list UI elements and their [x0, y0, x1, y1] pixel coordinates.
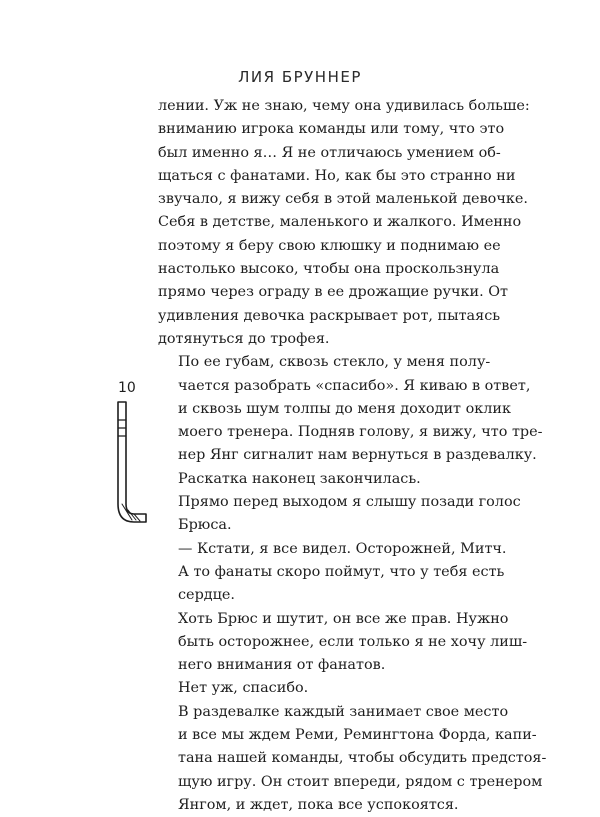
paragraph — [158, 538, 507, 608]
text-line: Брюса. — [178, 517, 232, 534]
text-line: сердце. — [178, 587, 235, 604]
paragraph — [158, 701, 547, 817]
text-line: него внимания от фанатов. — [178, 657, 386, 674]
text-line: настолько высоко, чтобы она проскользнула — [158, 261, 500, 278]
text-line: тана нашей команды, чтобы обсудить предстоя- — [178, 750, 547, 767]
text-line: дотянуться до трофея. — [158, 330, 330, 347]
text-line: Хоть Брюс и шутит, он все же прав. Нужно — [178, 610, 509, 627]
text-line: По ее губам, сквозь стекло, у меня полу- — [178, 354, 491, 371]
paragraph — [158, 608, 528, 678]
text-line: и все мы ждем Реми, Ремингтона Форда, капи- — [178, 727, 537, 744]
text-line: В раздевалке каждый занимает свое место — [178, 703, 509, 720]
text-line: быть осторожнее, если только я не хочу лиш- — [178, 633, 528, 650]
text-line: прямо через ограду в ее дрожащие ручки. От — [158, 284, 508, 301]
text-line: щаться с фанатами. Но, как бы это странно ни — [158, 167, 516, 184]
body-text — [158, 95, 547, 817]
paragraph — [158, 677, 480, 700]
text-line: удивления девочка раскрывает рот, пытаясь — [158, 307, 501, 324]
hockey-stick-icon — [112, 400, 152, 530]
running-header: ЛИЯ БРУННЕР — [238, 68, 362, 86]
text-line: и сквозь шум толпы до меня доходит оклик — [178, 400, 511, 417]
text-line: щую игру. Он стоит впереди, рядом с тренером — [178, 773, 543, 790]
text-line: нер Янг сигналит нам вернуться в раздевалку. — [178, 447, 537, 464]
text-line: Янгом, и ждет, пока все успокоятся. — [178, 796, 459, 813]
text-line: звучало, я вижу себя в этой маленькой девочке. — [158, 191, 528, 208]
paragraph — [158, 95, 530, 351]
text-line: Раскатка наконец закончилась. — [178, 470, 421, 487]
text-line: Прямо перед выходом я слышу позади голос — [178, 494, 521, 511]
text-line: моего тренера. Подняв голову, я вижу, что тре- — [178, 424, 543, 441]
text-line: лении. Уж не знаю, чему она удивилась больше: — [158, 98, 530, 114]
text-line: поэтому я беру свою клюшку и поднимаю ее — [158, 237, 501, 254]
text-line: вниманию игрока команды или тому, что это — [158, 121, 505, 138]
text-line: Себя в детстве, маленького и жалкого. Именно — [158, 214, 522, 231]
page-number: 10 — [118, 380, 136, 396]
text-line: чается разобрать «спасибо». Я киваю в ответ, — [178, 377, 531, 394]
text-line: А то фанаты скоро поймут, что у тебя есть — [178, 563, 505, 580]
text-line: был именно я… Я не отличаюсь умением об- — [158, 144, 501, 161]
text-line: — Кстати, я все видел. Осторожней, Митч. — [178, 540, 507, 557]
text-line: Нет уж, спасибо. — [178, 680, 309, 697]
paragraph — [158, 491, 521, 538]
paragraph — [158, 351, 543, 491]
